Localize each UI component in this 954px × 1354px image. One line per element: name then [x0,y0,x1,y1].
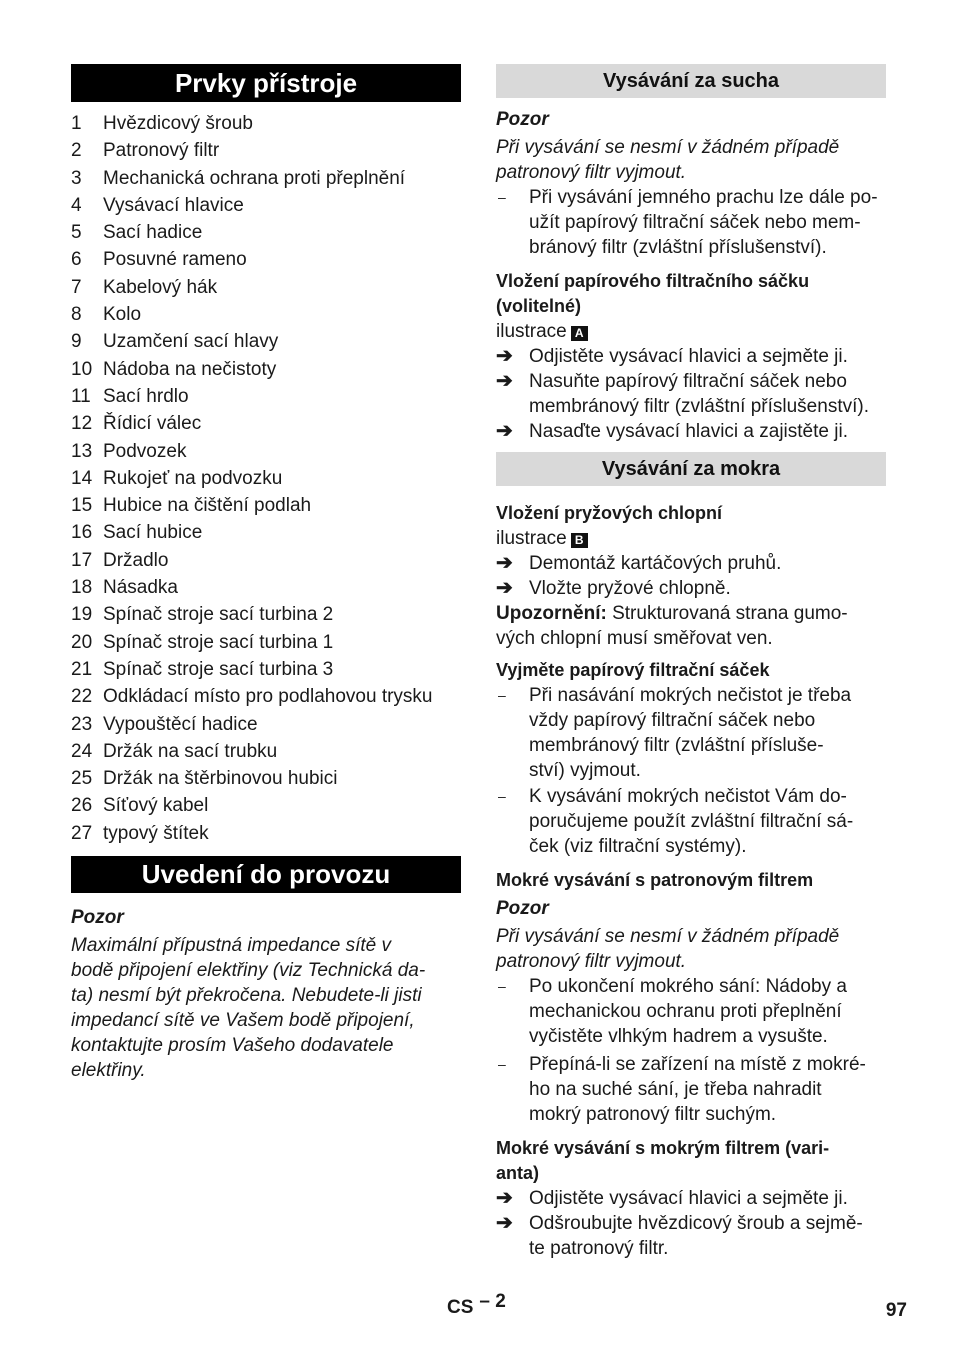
section-heading-wet: Vysávání za mokra [496,452,886,486]
subheading-wet-filter: Mokré vysávání s mokrým filtrem (vari- anta) [496,1138,830,1183]
list-item: 5 Sací hadice [71,222,203,244]
list-item: – Při nasávání mokrých nečistot je třeba vždy papírový filtrační sáček nebo membránový filtr (zvláštní přísluše- ství) vyjmout. [498,685,852,781]
list-item: 6 Posuvné rameno [71,249,247,271]
caution-text: Při vysávání se nesmí v žádném případě patronový filtr vyjmout. [496,926,840,972]
list-item: 4 Vysávací hlavice [71,194,244,216]
list-item: 14 Rukojeť na podvozku [71,467,283,489]
caution-label: Pozor [71,907,124,929]
list-item: ➔ Vložte pryžové chlopně. [496,577,731,599]
list-item: – Přepíná-li se zařízení na místě z mokré- ho na suché sání, je třeba nahradit mokrý patronový filtr suchým. [498,1054,866,1125]
list-item: – K vysávání mokrých nečistot Vám do- poručujeme použít zvláštní filtrační sá- ček (viz filtrační systémy). [498,786,854,857]
subheading-rubber-flaps: Vložení pryžových chlopní [496,503,723,523]
parts-list [71,110,461,847]
section-heading-startup: Uvedení do provozu [71,856,461,893]
arrow-right-icon: ➔ [496,420,513,442]
list-item: 10 Nádoba na nečistoty [71,358,277,380]
list-item: 17 Držadlo [71,549,169,571]
left-column [71,64,461,1083]
list-item: 11 Sací hrdlo [71,385,189,407]
list-item: 21 Spínač stroje sací turbina 3 [71,658,334,680]
list-item: ➔ Odjistěte vysávací hlavici a sejměte ji. [496,1187,848,1209]
subheading-cartridge: Mokré vysávání s patronovým filtrem [496,870,814,890]
list-item: – Při vysávání jemného prachu lze dále po- užít papírový filtrační sáček nebo mem- bránový filtr (zvláštní příslušenství). [498,187,878,258]
subheading-remove-bag: Vyjměte papírový filtrační sáček [496,660,770,680]
list-item: 1 Hvězdicový šroub [71,113,253,134]
list-item: 22 Odkládací místo pro podlahovou trysku [71,686,433,708]
list-item: ➔ Odjistěte vysávací hlavici a sejměte ji. [496,345,848,367]
list-item: 16 Sací hubice [71,522,203,544]
page-number: 97 [885,1300,907,1321]
list-item: 3 Mechanická ochrana proti přeplnění [71,167,406,189]
list-item: 27 typový štítek [71,822,209,844]
list-item: 9 Uzamčení sací hlavy [71,331,279,353]
caution-text: Maximální přípustná impedance sítě v bodě připojení elektřiny (viz Technická da- ta) nesmí být překročena. Nebudete-li jisti impedancí sítě ve Vašem bodě připojení, kontaktujte prosím Vašeho dodavatele elektřiny. [71,935,426,1082]
right-column [496,64,886,1261]
illustration-b-icon: B [571,533,588,548]
list-item: 25 Držák na štěrbinovou hubici [71,768,338,790]
list-item: ➔ Nasuňte papírový filtrační sáček nebo membránový filtr (zvláštní příslušenství). [496,370,869,417]
list-item: 18 Násadka [71,577,178,599]
arrow-right-icon: ➔ [496,1187,513,1209]
caution-text: Při vysávání se nesmí v žádném případě patronový filtr vyjmout. [496,137,840,183]
list-item: – Po ukončení mokrého sání: Nádoby a mechanickou ochranu proti přeplnění vyčistěte vlhkým hadrem a vysušte. [498,976,847,1047]
list-item: ➔ Nasaďte vysávací hlavici a zajistěte ji. [496,420,848,442]
list-item: ➔ Demontáž kartáčových pruhů. [496,552,782,574]
list-item: 24 Držák na sací trubku [71,740,278,762]
list-item: 12 Řídicí válec [71,413,202,435]
section-heading-device-elements: Prvky přístroje [71,64,461,102]
list-item: 15 Hubice na čištění podlah [71,495,312,517]
footer-section-label: CS – 2 [447,1291,506,1318]
arrow-right-icon: ➔ [496,370,513,392]
arrow-right-icon: ➔ [496,1212,513,1234]
list-item: 20 Spínač stroje sací turbina 1 [71,631,334,653]
list-item: 8 Kolo [71,304,142,326]
list-item: 19 Spínač stroje sací turbina 2 [71,604,334,626]
arrow-right-icon: ➔ [496,552,513,574]
arrow-right-icon: ➔ [496,345,513,367]
illustration-ref: ilustrace A [496,319,886,344]
list-item: 2 Patronový filtr [71,140,220,162]
caution-label: Pozor [496,898,549,919]
illustration-a-icon: A [571,326,588,341]
list-item: 13 Podvozek [71,440,187,462]
illustration-ref: ilustrace B [496,526,886,551]
section-heading-dry: Vysávání za sucha [496,64,886,98]
note-text: Upozornění: Strukturovaná strana gumo- vých chlopní musí směřovat ven. [496,603,848,649]
list-item: ➔ Odšroubujte hvězdicový šroub a sejmě- te patronový filtr. [496,1212,863,1259]
arrow-right-icon: ➔ [496,577,513,599]
caution-label: Pozor [496,109,549,130]
list-item: 23 Vypouštěcí hadice [71,713,258,735]
list-item: 7 Kabelový hák [71,276,218,298]
list-item: 26 Síťový kabel [71,795,209,817]
subheading-paper-bag: Vložení papírového filtračního sáčku (volitelné) [496,271,810,316]
